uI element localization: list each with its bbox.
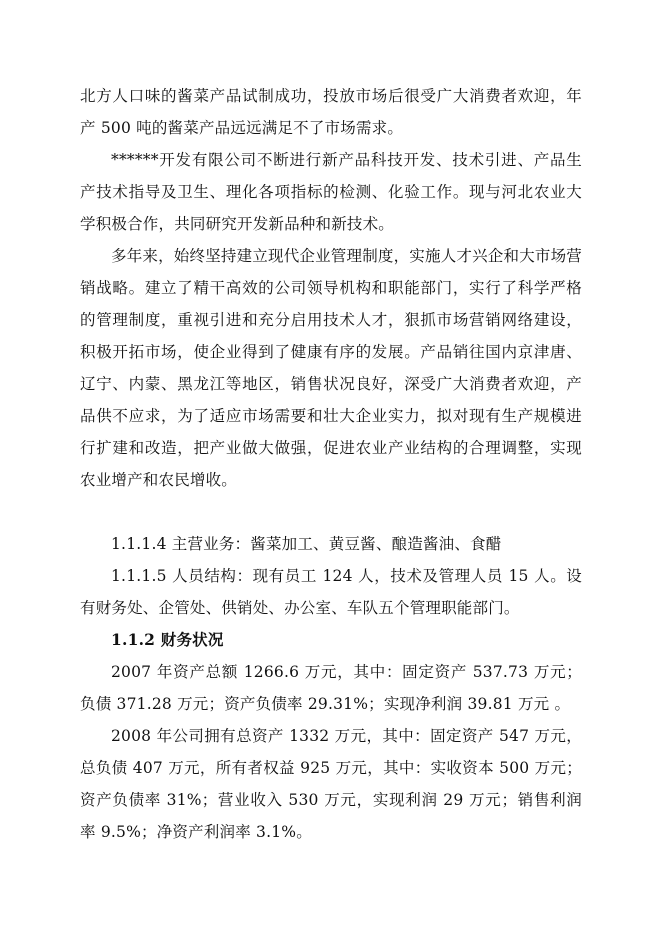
paragraph-staff-structure: 1.1.1.5 人员结构：现有员工 124 人，技术及管理人员 15 人。设有财务处、企管处、供销处、办公室、车队五个管理职能部门。	[80, 567, 582, 617]
paragraph-main-business: 1.1.1.4 主营业务：酱菜加工、黄豆酱、酿造酱油、食醋	[111, 535, 502, 553]
paragraph-finance-2007: 2007 年资产总额 1266.6 万元，其中：固定资产 537.73 万元；负债 371.28 万元；资产负债率 29.31%；实现净利润 39.81 万元 。	[80, 663, 582, 713]
paragraph-product-intro: 北方人口味的酱菜产品试制成功，投放市场后很受广大消费者欢迎，年产 500 吨的酱菜产品远远满足不了市场需求。	[80, 87, 582, 137]
paragraph-management-strategy: 多年来，始终坚持建立现代企业管理制度，实施人才兴企和大市场营销战略。建立了精干高效的公司领导机构和职能部门，实行了科学严格的管理制度，重视引进和充分启用技术人才，狠抓市场营销网络建设，积极开拓市场，使企业得到了健康有序的发展。产品销往国内京津唐、辽宁、内蒙、黑龙江等地区，销售状况良好，深受广大消费者欢迎，产品供不应求，为了适应市场需要和壮大企业实力，拟对现有生产规模进行扩建和改造，把产业做大做强，促进农业产业结构的合理调整，实现农业增产和农民增收。	[80, 247, 583, 489]
paragraph-finance-2008: 2008 年公司拥有总资产 1332 万元，其中：固定资产 547 万元，总负债 407 万元，所有者权益 925 万元，其中：实收资本 500 万元；资产负债率 31%；营业收入 530 万元，实现利润 29 万元；销售利润率 9.5%；净资产利润率 3.1%。	[80, 727, 582, 841]
paragraph-rd-cooperation: ******开发有限公司不断进行新产品科技开发、技术引进、产品生产技术指导及卫生、理化各项指标的检测、化验工作。现与河北农业大学积极合作，共同研究开发新品种和新技术。	[80, 151, 582, 233]
section-heading-financial-status: 1.1.2 财务状况	[111, 630, 224, 649]
